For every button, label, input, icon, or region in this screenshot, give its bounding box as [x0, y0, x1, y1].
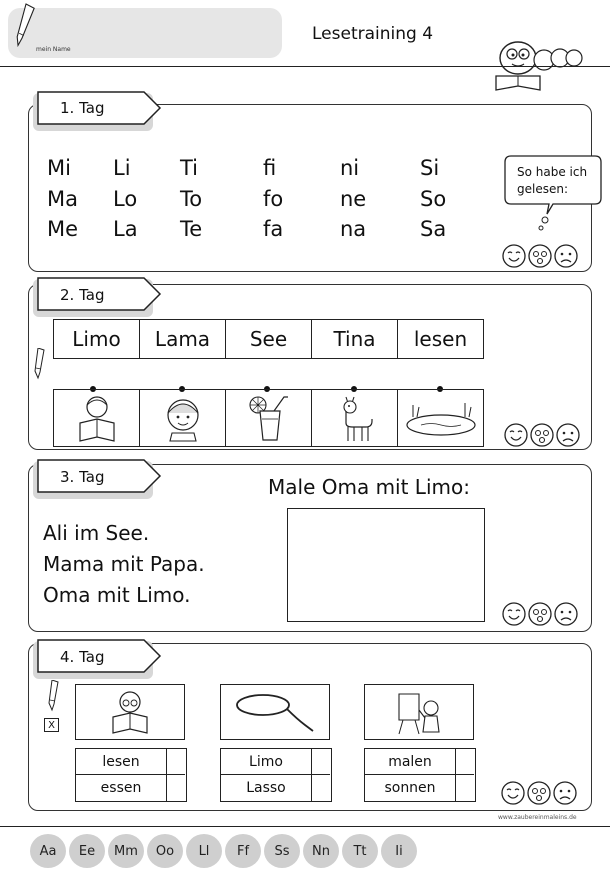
syllable: ni [340, 156, 360, 180]
syllable: fi [263, 156, 277, 180]
choice-checkbox[interactable] [311, 775, 330, 801]
syllable: Mi [47, 156, 71, 180]
picture-box [364, 684, 474, 740]
choice-group [75, 748, 187, 802]
letter-badge: Ll [186, 834, 222, 868]
example-checkbox: X [44, 718, 59, 732]
footer-divider [0, 826, 610, 827]
picture-row [53, 389, 484, 447]
choice-group [220, 748, 332, 802]
reading-girl-icon [72, 393, 122, 443]
syllable: Sa [420, 217, 447, 241]
lemonade-glass-icon [244, 393, 294, 443]
day1-tag: 1. Tag [60, 99, 105, 117]
letter-badge: Ii [381, 834, 417, 868]
name-label: mein Name [36, 46, 71, 53]
letter-badge: Tt [342, 834, 378, 868]
girl-face-icon [158, 393, 208, 443]
syllable: Lo [113, 187, 138, 211]
choice-checkbox[interactable] [455, 749, 474, 775]
word-cell: lesen [413, 327, 468, 351]
day3-tag: 3. Tag [60, 468, 105, 486]
choice-option: Limo [221, 749, 311, 775]
choice-group [364, 748, 476, 802]
sentence: Mama mit Papa. [43, 552, 205, 576]
word-cell: Lama [140, 320, 226, 358]
letter-strip [30, 834, 417, 868]
syllable: La [113, 217, 138, 241]
syllable: To [180, 187, 203, 211]
painting-girl-icon [389, 688, 449, 736]
syllable: Te [180, 217, 203, 241]
pond-icon [403, 393, 479, 443]
reading-girl-icon [105, 689, 155, 735]
self-rating-smileys[interactable] [500, 780, 578, 806]
word-cell: Limo [54, 320, 140, 358]
draw-prompt: Male Oma mit Limo: [268, 475, 470, 499]
bookworm-icon [490, 36, 590, 94]
letter-badge: Ff [225, 834, 261, 868]
pencil-icon [12, 0, 42, 52]
lasso-icon [227, 689, 323, 735]
picture-cell [226, 390, 312, 446]
letter-badge: Ee [69, 834, 105, 868]
syllable: Ti [180, 156, 199, 180]
picture-box [75, 684, 185, 740]
page-title: Lesetraining 4 [312, 24, 434, 44]
self-rating-smileys[interactable] [503, 422, 581, 448]
picture-cell [398, 390, 483, 446]
choice-option: sonnen [384, 780, 436, 796]
syllable: ne [340, 187, 367, 211]
llama-icon [330, 393, 380, 443]
sentence: Ali im See. [43, 521, 150, 545]
syllable: Ma [47, 187, 78, 211]
choice-checkbox[interactable] [166, 775, 185, 801]
drawing-area[interactable] [287, 508, 485, 622]
word-row [53, 319, 484, 359]
picture-box [220, 684, 330, 740]
syllable: Me [47, 217, 79, 241]
choice-checkbox[interactable] [166, 749, 185, 775]
letter-badge: Nn [303, 834, 339, 868]
picture-cell [312, 390, 398, 446]
syllable: na [340, 217, 367, 241]
choice-checkbox[interactable] [455, 775, 474, 801]
choice-option: lesen [76, 749, 166, 775]
choice-checkbox[interactable] [311, 749, 330, 775]
syllable: fo [263, 187, 284, 211]
self-rating-smileys[interactable] [501, 243, 579, 269]
sentence: Oma mit Limo. [43, 583, 191, 607]
word-cell: See [226, 320, 312, 358]
pencil-icon [34, 348, 48, 382]
syllable: fa [263, 217, 284, 241]
choice-option: malen [365, 749, 455, 775]
syllable: Li [113, 156, 131, 180]
day2-tag: 2. Tag [60, 286, 105, 304]
picture-cell [140, 390, 226, 446]
choice-option: Lasso [246, 780, 286, 796]
pencil-icon [48, 680, 62, 714]
letter-badge: Aa [30, 834, 66, 868]
word-cell: Tina [312, 320, 398, 358]
letter-badge: Oo [147, 834, 183, 868]
letter-badge: Ss [264, 834, 300, 868]
credit-text: www.zaubereinmaleins.de [498, 814, 577, 821]
self-rating-smileys[interactable] [501, 601, 579, 627]
letter-badge: Mm [108, 834, 144, 868]
bubble-line-2: gelesen: [517, 182, 568, 196]
picture-cell [54, 390, 140, 446]
choice-option: essen [100, 780, 142, 796]
header-divider [0, 66, 610, 67]
syllable: So [420, 187, 447, 211]
day4-tag: 4. Tag [60, 648, 105, 666]
bubble-line-1: So habe ich [517, 165, 588, 179]
syllable: Si [420, 156, 440, 180]
